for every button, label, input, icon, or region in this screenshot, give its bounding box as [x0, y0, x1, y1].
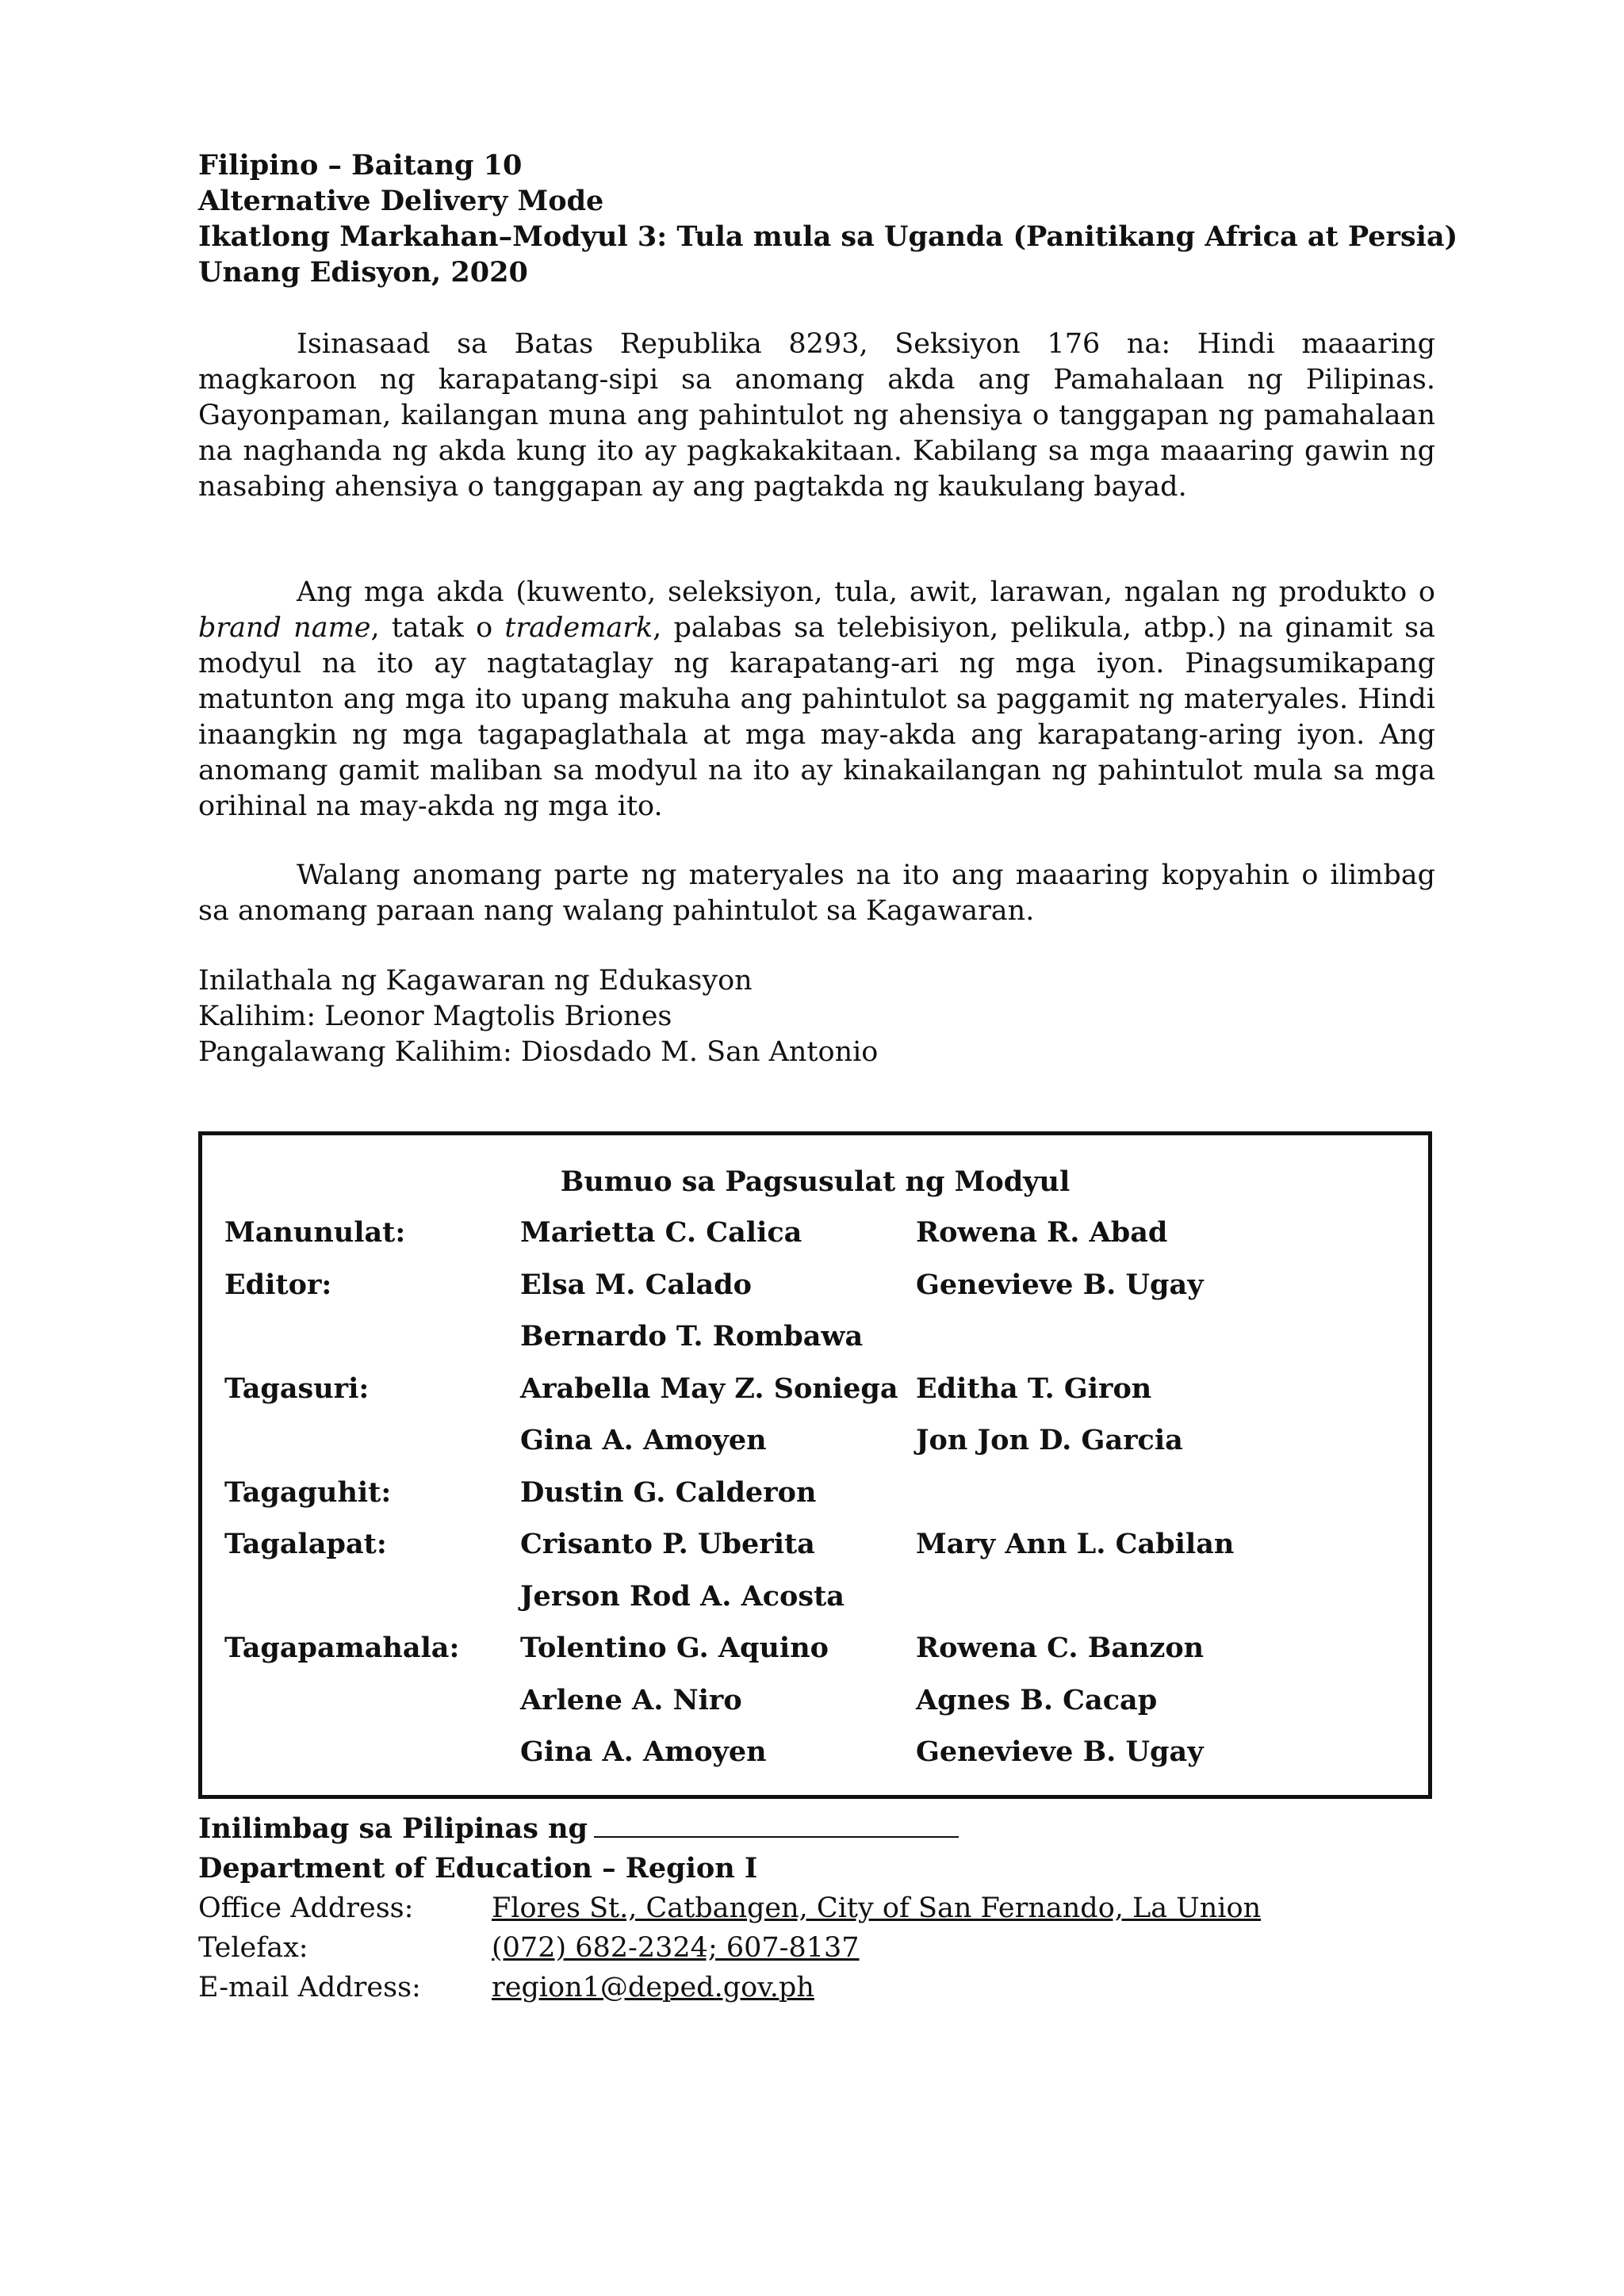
- team-member-name: Editha T. Giron: [916, 1372, 1152, 1405]
- team-member-name: Gina A. Amoyen: [520, 1424, 767, 1456]
- team-member-name: Rowena R. Abad: [916, 1216, 1168, 1249]
- paragraph-text: , palabas sa telebisiyon, pelikula, atbp.) na ginamit sa modyul na ito ay nagtataglay ng karapatang-ari ng mga iyon. Pinagsumikapang matunton ang mga ito upang makuha ang pahintulot sa paggamit ng materyales. Hindi inaangkin ng mga tagapaglathala at mga may-akda ang karapatang-aring iyon. Ang anomang gamit maliban sa modyul na ito ay kinakailangan ng pahintulot mula sa mga orihinal na may-akda ng mga ito.: [198, 612, 1435, 822]
- header-subject-grade: Filipino – Baitang 10: [198, 149, 523, 182]
- team-member-name: Jerson Rod A. Acosta: [520, 1579, 845, 1613]
- paragraph-emphasis: brand name: [198, 612, 371, 644]
- team-row: [224, 1734, 1414, 1786]
- office-address-value: Flores St., Catbangen, City of San Fernando, La Union: [492, 1892, 1262, 1924]
- borrowed-materials-paragraph: [198, 575, 1435, 825]
- team-member-name: Genevieve B. Ugay: [916, 1735, 1204, 1768]
- team-member-name: Elsa M. Calado: [520, 1268, 752, 1301]
- email-value[interactable]: region1@deped.gov.ph: [492, 1972, 814, 2003]
- team-role: Editor:: [224, 1268, 332, 1301]
- team-member-name: Bernardo T. Rombawa: [520, 1320, 864, 1353]
- telefax-label: Telefax:: [198, 1932, 308, 1964]
- email-row: [198, 1968, 1435, 2007]
- header-edition: Unang Edisyon, 2020: [198, 256, 528, 289]
- reproduction-paragraph: Walang anomang parte ng materyales na ito ang maaaring kopyahin o ilimbag sa anomang paraan nang walang pahintulot sa Kagawaran.: [198, 859, 1435, 927]
- header-module-title: Ikatlong Markahan–Modyul 3: Tula mula sa Uganda (Panitikang Africa at Persia): [198, 220, 1458, 253]
- team-row: [224, 1371, 1414, 1423]
- undersecretary-line: Pangalawang Kalihim: Diosdado M. San Antonio: [198, 1036, 879, 1068]
- team-row: [224, 1630, 1414, 1682]
- team-member-name: Gina A. Amoyen: [520, 1735, 767, 1768]
- team-member-name: Genevieve B. Ugay: [916, 1268, 1204, 1301]
- team-member-name: Arlene A. Niro: [520, 1683, 742, 1716]
- team-row: [224, 1318, 1414, 1371]
- team-row: [224, 1682, 1414, 1735]
- team-role: Tagapamahala:: [224, 1632, 460, 1664]
- printed-in-label: Inilimbag sa Pilipinas ng: [198, 1812, 588, 1845]
- module-development-team-box: [198, 1131, 1432, 1799]
- paragraph-text: Ang mga akda (kuwento, seleksiyon, tula, awit, larawan, ngalan ng produkto o: [297, 576, 1435, 608]
- secretary-line: Kalihim: Leonor Magtolis Briones: [198, 1001, 672, 1032]
- telefax-row: [198, 1928, 1435, 1968]
- team-row: [224, 1422, 1414, 1475]
- team-row: [224, 1475, 1414, 1527]
- team-member-name: Dustin G. Calderon: [520, 1475, 817, 1509]
- email-label: E-mail Address:: [198, 1972, 421, 2003]
- team-member-name: Arabella May Z. Soniega: [520, 1372, 898, 1405]
- team-member-name: Tolentino G. Aquino: [520, 1632, 829, 1664]
- telefax-value: (072) 682-2324; 607-8137: [492, 1932, 860, 1964]
- team-role: Tagalapat:: [224, 1528, 387, 1560]
- team-member-name: Agnes B. Cacap: [916, 1683, 1158, 1716]
- team-row: [224, 1267, 1414, 1319]
- paragraph-emphasis: trademark: [504, 612, 653, 644]
- team-row: [224, 1526, 1414, 1578]
- team-member-name: Crisanto P. Uberita: [520, 1528, 815, 1560]
- team-member-name: Jon Jon D. Garcia: [916, 1424, 1183, 1456]
- header-delivery-mode: Alternative Delivery Mode: [198, 185, 604, 217]
- team-member-name: Rowena C. Banzon: [916, 1632, 1205, 1664]
- team-member-name: Marietta C. Calica: [520, 1216, 802, 1249]
- team-role: Tagasuri:: [224, 1372, 370, 1405]
- team-row: [224, 1215, 1414, 1267]
- office-address-label: Office Address:: [198, 1892, 414, 1924]
- publisher-info: [198, 963, 878, 1070]
- publisher-line: Inilathala ng Kagawaran ng Edukasyon: [198, 965, 753, 997]
- copyright-law-paragraph: Isinasaad sa Batas Republika 8293, Seksiyon 176 na: Hindi maaaring magkaroon ng karapatang-sipi sa anomang akda ang Pamahalaan ng Pilipinas. Gayonpaman, kailangan muna ang pahintulot ng ahensiya o tanggapan ng pamahalaan na naghanda ng akda kung ito ay pagkakakitaan. Kabilang sa mga maaaring gawin ng nasabing ahensiya o tanggapan ay ang pagtakda ng kaukulang bayad.: [198, 328, 1435, 503]
- team-role: Tagaguhit:: [224, 1475, 392, 1509]
- printed-in-line: [198, 1808, 1435, 1849]
- footer-contact: [198, 1808, 1435, 2007]
- team-row: [224, 1578, 1414, 1631]
- team-member-name: Mary Ann L. Cabilan: [916, 1528, 1235, 1560]
- team-box-title: Bumuo sa Pagsusulat ng Modyul: [560, 1165, 1071, 1198]
- printer-blank-line: [594, 1808, 959, 1838]
- office-address-row: [198, 1888, 1435, 1928]
- team-role: Manunulat:: [224, 1216, 406, 1249]
- paragraph-text: , tatak o: [370, 612, 505, 644]
- department-name: Department of Education – Region I: [198, 1852, 758, 1885]
- document-header: [198, 147, 1458, 290]
